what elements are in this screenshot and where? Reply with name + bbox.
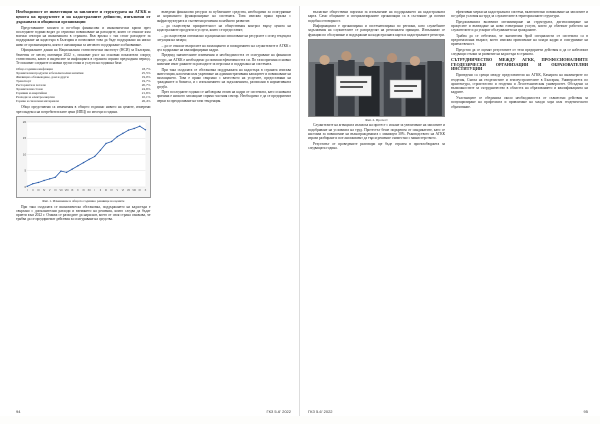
data-point [128,129,129,130]
paragraph: При така създалата се икономическа обстановка, поддържането на кадастъра е свързано с допълнителни разходи и вземането на решения, които следва да бъдат приети към 2022 г. Очаква се разходите да нараснат, което от своя страна означава, че трябва да се предприемат действия за осигуряване на средства. [16,204,151,222]
data-point [88,159,89,160]
x-tick-label: VI [121,189,125,193]
x-tick-label: IV [42,189,46,193]
paragraph: въведени финансови ресурси за публичните средства, необходими за осигуряване на нормалното функциониране на системата. Това изисква пряка връзка с инфраструктурата и съответни решения за нейното развитие. [156,10,291,23]
inflation-label: Горивни и енергийни [16,91,47,96]
x-tick-label: III [104,189,108,193]
x-tick-label: X [77,189,79,193]
inflation-label: Хранителни стоки [16,87,43,92]
x-tick-label: II [32,189,34,193]
x-tick-label: I [26,189,28,193]
inflation-label: Хранителни продукти и безалкохолни напитки [16,70,84,75]
paragraph: – да съществува приоритетност на обществения контрол върху цената на кадастралните продукти и услуги, които се предоставят; [156,24,291,33]
paragraph: – да съществува оптимално и рационално използване на ресурсите с оглед текущата ситуация на пазара; [156,33,291,43]
inflation-label: Разходи за електроенергия [16,95,55,100]
inflation-value: 10,1% [141,95,151,100]
inflation-table [16,67,151,104]
journal-label: ГКЗ 5-6' 2022 [266,409,291,414]
paragraph: Предложенията включват оптимизиране на структурата, дигитализиране на процесите и въвеждане на нови електронни услуги, които да облекчат работата на служителите и да ускорят обслужването на гражданите. [451,19,588,33]
section-heading-cooperation: СЪТРУДНИЧЕСТВО МЕЖДУ АГКК, ПРОФЕСИОНАЛНИТЕ ГЕОДЕЗИЧЕСКИ ОРГАНИЗАЦИИ И ОБРАЗОВАТЕЛНИ ИНСТИТУЦИИ [451,56,588,72]
paragraph: Официалните данни на Националния статистически институт (НСИ) за България, бюлетин от месец октомври 2022 г., показват ръст на основни показатели според статистиката, както и индексите за инфлацията в страната спрямо предходния период. Те показват следните основни групи стоки и услуги на годишна база: [16,48,151,66]
paragraph: Участниците се обединиха около необходимостта от съвместни действия за популяризиране на професията и привличане на млади хора към геодезическото образование. [451,95,588,109]
paragraph: Общо представени са изменения в общото годишно нивото на цените, измерени чрез индекса на потребителските цени (ИПЦ) по месеци и години. [16,105,151,114]
inflation-value: 26,4% [141,99,151,104]
data-point [38,182,39,183]
paragraph: Предвид значителните изменения и необходимостта от осигуряване на финансов ресурс, на АГКК е необходимо да повиши ефективността си. По тази причина основно значение имат данните за разходите за персонал и поддръжка на системата. [156,53,291,67]
protest-photo-image [309,40,444,116]
paragraph: Служителите на агенцията излязоха на протест с искане за увеличение на заплатите и подобряване на условията на труд. Протестът беше подкрепен от синдикатите, като се настоява за повишение на възнагражденията с минимум 30%. Ръководството на АГКК изрази разбиране и пое ангажимент да търси решение съвместно с министерството. [308,123,445,141]
data-point [32,183,33,184]
figure-caption: Фиг. 1. Изменение в общото годишно равнище на цените [42,199,125,204]
y-tick-label: 5 [24,168,27,173]
paragraph: Информацията е организирана и систематизирана по региони, като служебните задължения на служителите се разпределят на регионален принцип. Изпълняват се функции по обслужване и поддържане на кадастралната карта и кадастралните регистри. [308,24,445,37]
x-tick-label: XI [82,189,85,193]
paragraph: Резултатът от проведените разговори ще бъде отразен в проектобюджета за следващата година. [308,141,445,151]
inflation-value: 19,7% [141,78,151,83]
x-tick-label: III [37,189,40,193]
x-tick-label: I [94,189,96,193]
data-point [139,126,140,127]
journal-label: ГКЗ 5-6' 2022 [308,409,333,414]
left-column-2 [157,10,292,402]
data-point [111,141,112,142]
inflation-label: Горива и смазочни материали [16,99,59,104]
paragraph: Представяните заплаги и по-общи финансови и икономически кризи през последните години водят до сериозно повишаване на разходите, които се отнасят към всички сектори на икономиката в страната. Във връзка с тях стоят разходите за поддържане на кадастъра в България и позволяват това да бъде поддържано на ниско ниво от организацията, която е ангажирана за неговото поддържане и обновяване. [16,25,151,47]
x-tick-label: X [144,189,147,193]
left-footer [0,409,299,414]
inflation-value: 21,6% [141,91,151,96]
inflation-value: 20,7% [141,83,151,87]
inflation-label: Общо годишна инфлация [16,66,53,71]
inflation-value: 24,6% [141,87,151,92]
data-point [72,168,73,169]
data-point [60,170,61,171]
y-tick-label: 15 [22,136,27,141]
x-tick-label: II [99,189,102,193]
data-point [55,177,56,178]
page-number: 95 [583,409,588,414]
right-column-2 [451,10,588,402]
x-tick-label: VII [59,189,63,193]
left-column-1 [16,10,151,402]
x-tick-label: VIII [64,189,69,193]
protest-photo [308,39,445,117]
inflation-value: 18,7% [141,66,151,71]
data-point [100,150,101,151]
paragraph: Трябва да се отбележи, че значителен брой специалисти от системата са в предпенсионна възраст, което изисква привличане на млади кадри и осигуряване на приемственост. [451,33,588,47]
data-point [122,133,123,134]
x-tick-label: XII [87,189,91,193]
x-tick-label: V [116,189,119,193]
data-point [66,172,67,173]
x-tick-label: VI [54,189,57,193]
data-point [83,162,84,163]
data-point [77,165,78,166]
y-tick-label: 0 [24,185,27,190]
data-point [43,180,44,181]
paragraph: При така създалата се обстановка поддръжката на кадастъра в страната изисква инвестиции, насочени към укрепване на административния капацитет и повишаване на заплащането. Това е пряко свързано с качеството на услугите, предоставяни на гражданите и бизнеса, и с изпълнението на задълженията, разписани в нормативната уредба. [156,67,291,89]
inflation-row [16,99,151,103]
y-tick-label: 20 [22,120,27,125]
data-point [49,178,50,179]
inflation-value: 19,0% [141,74,151,79]
chart-svg [17,117,150,197]
inflation-label: Жилищно обзавеждане, дом и други [16,74,69,79]
paragraph: През последните години се наблюдава отлив на кадри от системата, като основната причина е ниското заплащане спрямо частния сектор. Необходимо е да се предприемат мерки за преодоляване на тази тенденция. [156,90,291,103]
data-point [105,143,106,144]
x-tick-label: VII [127,189,131,193]
paragraph: Проведени са срещи между представители на АГКК, Камарата на инженерите по геодезия, Съюза на геодезистите и землеустроителите в България, Университета по архитектура, строителство и геодезия и Лесотехническия университет. Обсъдени са възможностите за сътрудничество в областта на образованието и квалификацията на кадрите. [451,73,588,95]
data-point [145,129,146,130]
inflation-label: Транспорт [16,78,32,83]
paragraph: възлагане обществени поръчки за изпълнение на поддържането на кадастралната карта. Само общините и специализираните организации са в състояние да поемат подобна отговорност. [308,10,445,23]
page-left [0,6,300,416]
inflation-chart [16,116,151,198]
data-point [133,128,134,129]
inflation-value: 25,5% [141,70,151,75]
paragraph: Предстои да се оценят резултатите от тези предприети действия и да се набележат следващи стъпки за развитие на кадастъра в страната. [451,47,588,57]
x-tick-label: IX [71,189,74,193]
data-point [24,185,27,190]
page-number: 94 [16,409,21,414]
y-tick-label: 10 [22,152,27,157]
paragraph: ефективни мерки на кадастралната система, включително повишаване на заплатите и по-добри условия на труд за служителите в териториалните структури. [451,10,588,19]
section-heading: Необходимост от инвестиции за заплатите и структурата на АГКК и ценоvа на продуктите и на кадастралните дейности, изпълнени от държавата и общински организации [16,10,151,24]
right-column-1 [308,10,445,402]
inflation-label: Ресторанти и хотели [16,83,46,87]
page-right [300,6,600,416]
paragraph: – да се отнасят въпросите на заплащането и поощрението на служителите в АГКК с цел задържане на квалифицирани кадри. [156,43,291,52]
right-footer [300,409,600,414]
x-tick-label: IX [138,189,141,193]
data-point [94,156,95,157]
x-tick-label: V [48,189,51,193]
x-tick-label: IV [110,189,113,193]
x-tick-label: VIII [132,189,136,193]
data-point [117,136,118,137]
photo-caption: Фиг. 2. Протест [365,117,388,122]
